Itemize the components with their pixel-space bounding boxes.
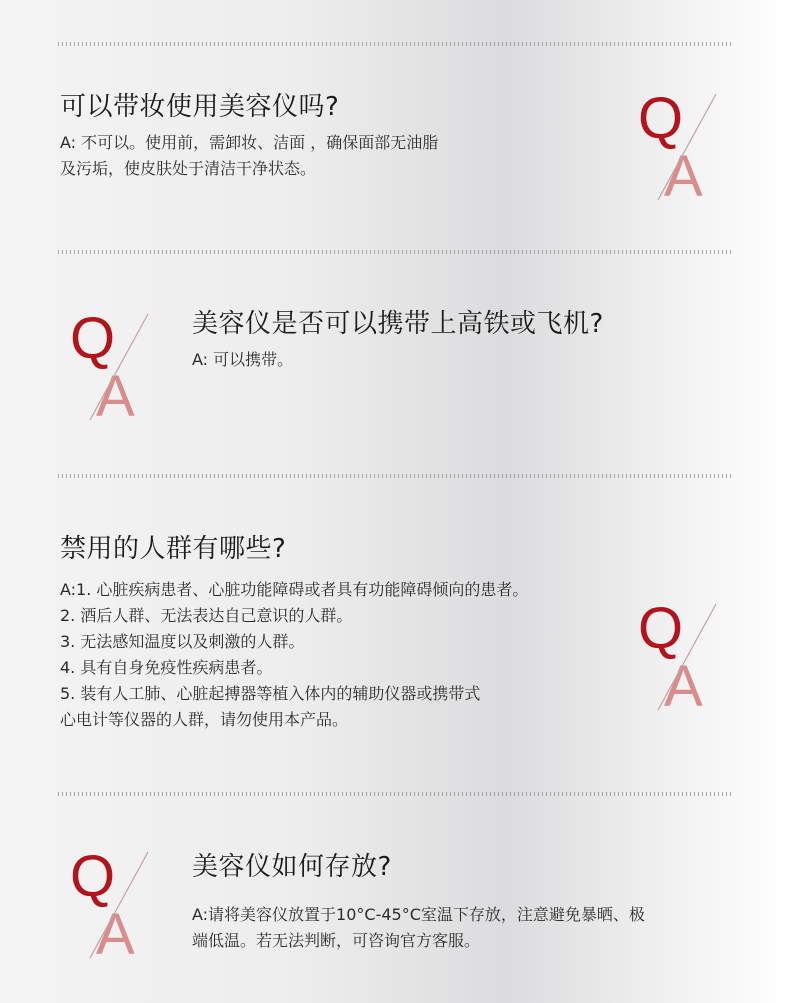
q-letter-icon: Q [638,598,684,661]
question-title: 美容仪是否可以携带上高铁或飞机? [192,309,604,339]
q-letter-icon: Q [70,308,116,371]
answer-line: A:1. 心脏疾病患者、心脏功能障碍或者具有功能障碍倾向的患者。 [60,580,529,599]
q-letter-icon: Q [638,88,684,151]
answer-line: 及污垢，使皮肤处于清洁干净状态。 [60,159,317,178]
answer-text [192,347,293,373]
answer-line: A:请将美容仪放置于10°C-45°C室温下存放，注意避免暴晒、极 [192,905,645,924]
answer-line: 4. 具有自身免疫性疾病患者。 [60,658,273,677]
qa-logo-graphic [636,598,718,710]
a-letter-icon: A [96,902,135,958]
qa-logo-graphic [68,308,150,420]
question-title: 美容仪如何存放? [192,852,392,882]
qa-icon [68,308,150,420]
question-title: 禁用的人群有哪些? [60,534,287,564]
qa-logo-graphic [636,88,718,200]
qa-icon [68,846,150,958]
question-title: 可以带妆使用美容仪吗? [60,92,340,122]
answer-text [192,902,645,954]
section-divider [58,792,734,796]
answer-text [60,130,438,182]
q-letter-icon: Q [70,846,116,909]
answer-line: 5. 装有人工肺、心脏起搏器等植入体内的辅助仪器或携带式 [60,684,481,703]
answer-text [60,577,528,733]
a-letter-icon: A [664,144,703,200]
section-divider [58,42,734,46]
section-divider [58,250,734,254]
section-divider [58,474,734,478]
answer-line: A: 可以携带。 [192,350,294,369]
answer-line: 2. 酒后人群、无法表达自己意识的人群。 [60,606,353,625]
qa-icon [636,88,718,200]
answer-line: 心电计等仪器的人群，请勿使用本产品。 [60,710,349,729]
a-letter-icon: A [664,654,703,710]
qa-icon [636,598,718,710]
a-letter-icon: A [96,364,135,420]
answer-line: 3. 无法感知温度以及刺激的人群。 [60,632,305,651]
answer-line: 端低温。若无法判断，可咨询官方客服。 [192,931,481,950]
qa-logo-graphic [68,846,150,958]
answer-line: A: 不可以。使用前，需卸妆、洁面 ，确保面部无油脂 [60,133,439,152]
